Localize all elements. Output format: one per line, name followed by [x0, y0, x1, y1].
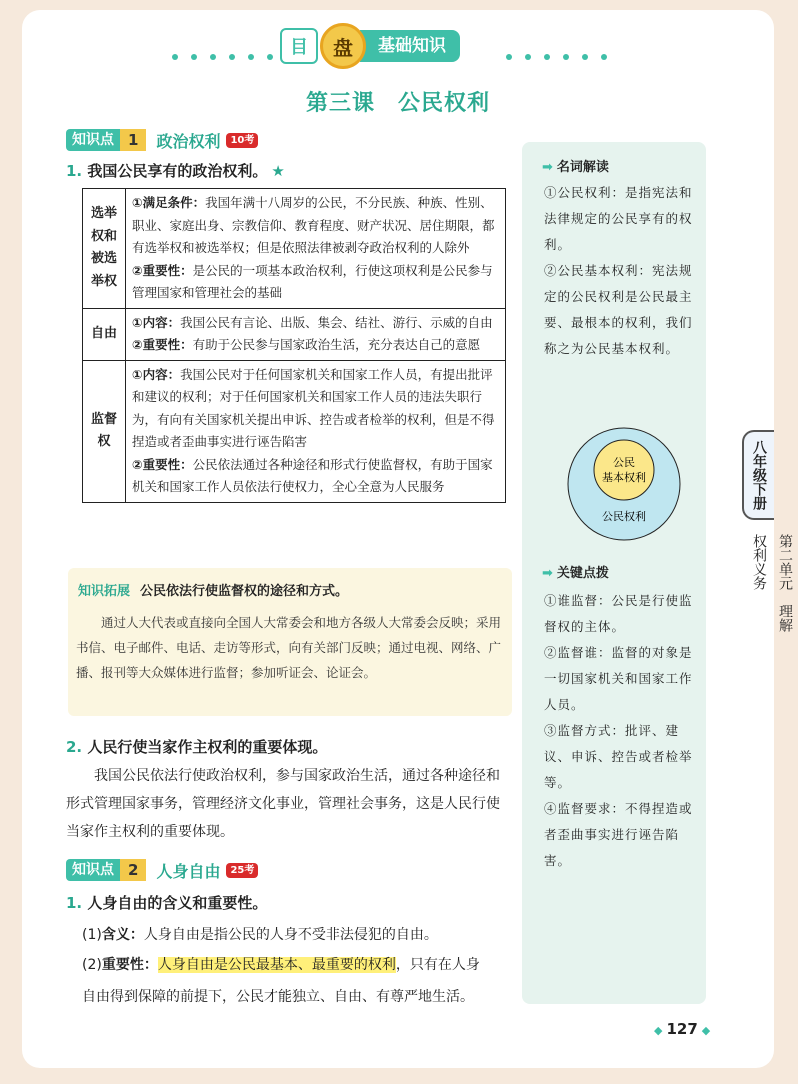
term-2: ②公民基本权利：宪法规定的公民权利是公民最主要、最根本的权利，我们称之为公民基本权利。: [544, 263, 693, 356]
kp-title: 人身自由: [156, 861, 221, 881]
knowledge-point-2: [66, 858, 258, 882]
highlighted-text: 人身自由是公民最基本、最重要的权利: [157, 957, 396, 973]
star-icon: ★: [271, 162, 285, 180]
diamond-icon: ◆: [701, 1024, 711, 1037]
arrow-icon: ➡: [542, 160, 553, 175]
venn-outer-label: 公民权利: [602, 511, 646, 523]
table-row: [83, 189, 506, 309]
table-row: [83, 360, 506, 502]
heading-political-rights: 1. 我国公民享有的政治权利。 ★: [66, 162, 285, 180]
row-label: 监督权: [83, 360, 126, 502]
key-1: ①谁监督：公民是行使监督权的主体。: [544, 593, 693, 634]
extension-body: 通过人大代表或直接向全国人大常委会和地方各级人大常委会反映；采用书信、电子邮件、电话、走访等形式，向有关部门反映；通过电视、网络、广播、报刊等大众媒体进行监督；参加听证会、论证会。: [76, 615, 502, 680]
key-heading: ➡ 关键点拨: [542, 566, 609, 581]
row-content: ①满足条件：我国年满十八周岁的公民，不分民族、种族、性别、职业、家庭出身、宗教信仰、教育程度、财产状况、居住期限，都有选举权和被选举权；但是依照法律被剥夺政治权利的人除外 ②重要性：是公民的一项基本政治权利，行使这项权利是公民参与管理国家和管理社会的基础: [126, 189, 506, 309]
kp-tag: 知识点: [66, 859, 120, 881]
dots-left: [172, 54, 273, 62]
venn-inner-line1: 公民: [613, 457, 635, 469]
arrow-icon: ➡: [542, 566, 553, 581]
kp-number: 2: [120, 859, 146, 881]
heading-master-rights: 2. 人民行使当家作主权利的重要体现。: [66, 738, 328, 756]
diamond-icon: ◆: [654, 1024, 663, 1037]
section-label: 基础知识: [360, 30, 460, 62]
textbook-page: [22, 10, 793, 1068]
kp-title: 政治权利: [156, 131, 221, 151]
heading-personal-freedom: 1. 人身自由的含义和重要性。: [66, 894, 268, 912]
sidebar-notes: [522, 142, 706, 1004]
exam-count-badge: 25考: [226, 863, 258, 878]
grade-tab: 八年级下册: [742, 430, 774, 520]
terms-heading: ➡ 名词解读: [542, 160, 609, 175]
key-3: ③监督方式：批评、建议、申诉、控告或者检举等。: [544, 723, 693, 790]
knowledge-extension-box: [68, 568, 512, 716]
importance-line: (2)重要性：人身自由是公民最基本、最重要的权利，只有在人身: [82, 957, 480, 973]
importance-line-cont: 自由得到保障的前提下，公民才能独立、自由、有尊严地生活。: [82, 989, 474, 1005]
venn-inner-line2: 基本权利: [602, 472, 646, 484]
rights-venn-diagram: [566, 426, 682, 542]
row-label: 自由: [83, 308, 126, 360]
kp-tag: 知识点: [66, 129, 120, 151]
chapter-side-tab: [742, 430, 793, 644]
political-rights-table: [82, 188, 506, 503]
key-4: ④监督要求：不得捏造或者歪曲事实进行诬告陷害。: [544, 801, 693, 868]
meaning-line: (1)含义：人身自由是指公民的人身不受非法侵犯的自由。: [82, 927, 438, 943]
page-number: ◆ 127 ◆: [654, 1020, 711, 1038]
knowledge-point-1: [66, 128, 258, 152]
row-content: ①内容：我国公民对于任何国家机关和国家工作人员，有提出批评和建议的权利；对于任何国家机关和国家工作人员的违法失职行为，有向有关国家机关提出申诉、控告或者检举的权利，但是不得捏造或者歪曲事实进行诬告陷害 ②重要性：公民依法通过各种途径和形式行使监督权，有助于国家机关和国家工作人员依法行使权力，全心全意为人民服务: [126, 360, 506, 502]
row-label: 选举权和被选举权: [83, 189, 126, 309]
extension-tag: 知识拓展: [78, 584, 131, 599]
row-content: ①内容：我国公民有言论、出版、集会、结社、游行、示威的自由 ②重要性：有助于公民参与国家政治生活，充分表达自己的意愿: [126, 308, 506, 360]
paragraph-master-rights: 我国公民依法行使政治权利，参与国家政治生活，通过各种途径和形式管理国家事务，管理经济文化事业，管理社会事务，这是人民行使当家作主权利的重要体现。: [66, 768, 500, 840]
key-2: ②监督谁：监督的对象是一切国家机关和国家工作人员。: [544, 645, 693, 712]
lesson-title: 第三课 公民权利: [305, 91, 490, 116]
exam-count-badge: 10考: [226, 133, 258, 148]
term-1: ①公民权利：是指宪法和法律规定的公民享有的权利。: [544, 185, 693, 252]
book-icon: 目: [280, 28, 318, 64]
pan-badge-icon: 盘: [320, 23, 366, 69]
section-header: [280, 28, 460, 64]
unit-tab: 第二单元 理解权利义务: [751, 534, 793, 632]
extension-title: 公民依法行使监督权的途径和方式。: [140, 584, 349, 599]
dots-right: [506, 54, 607, 62]
kp-number: 1: [120, 129, 146, 151]
table-row: [83, 308, 506, 360]
